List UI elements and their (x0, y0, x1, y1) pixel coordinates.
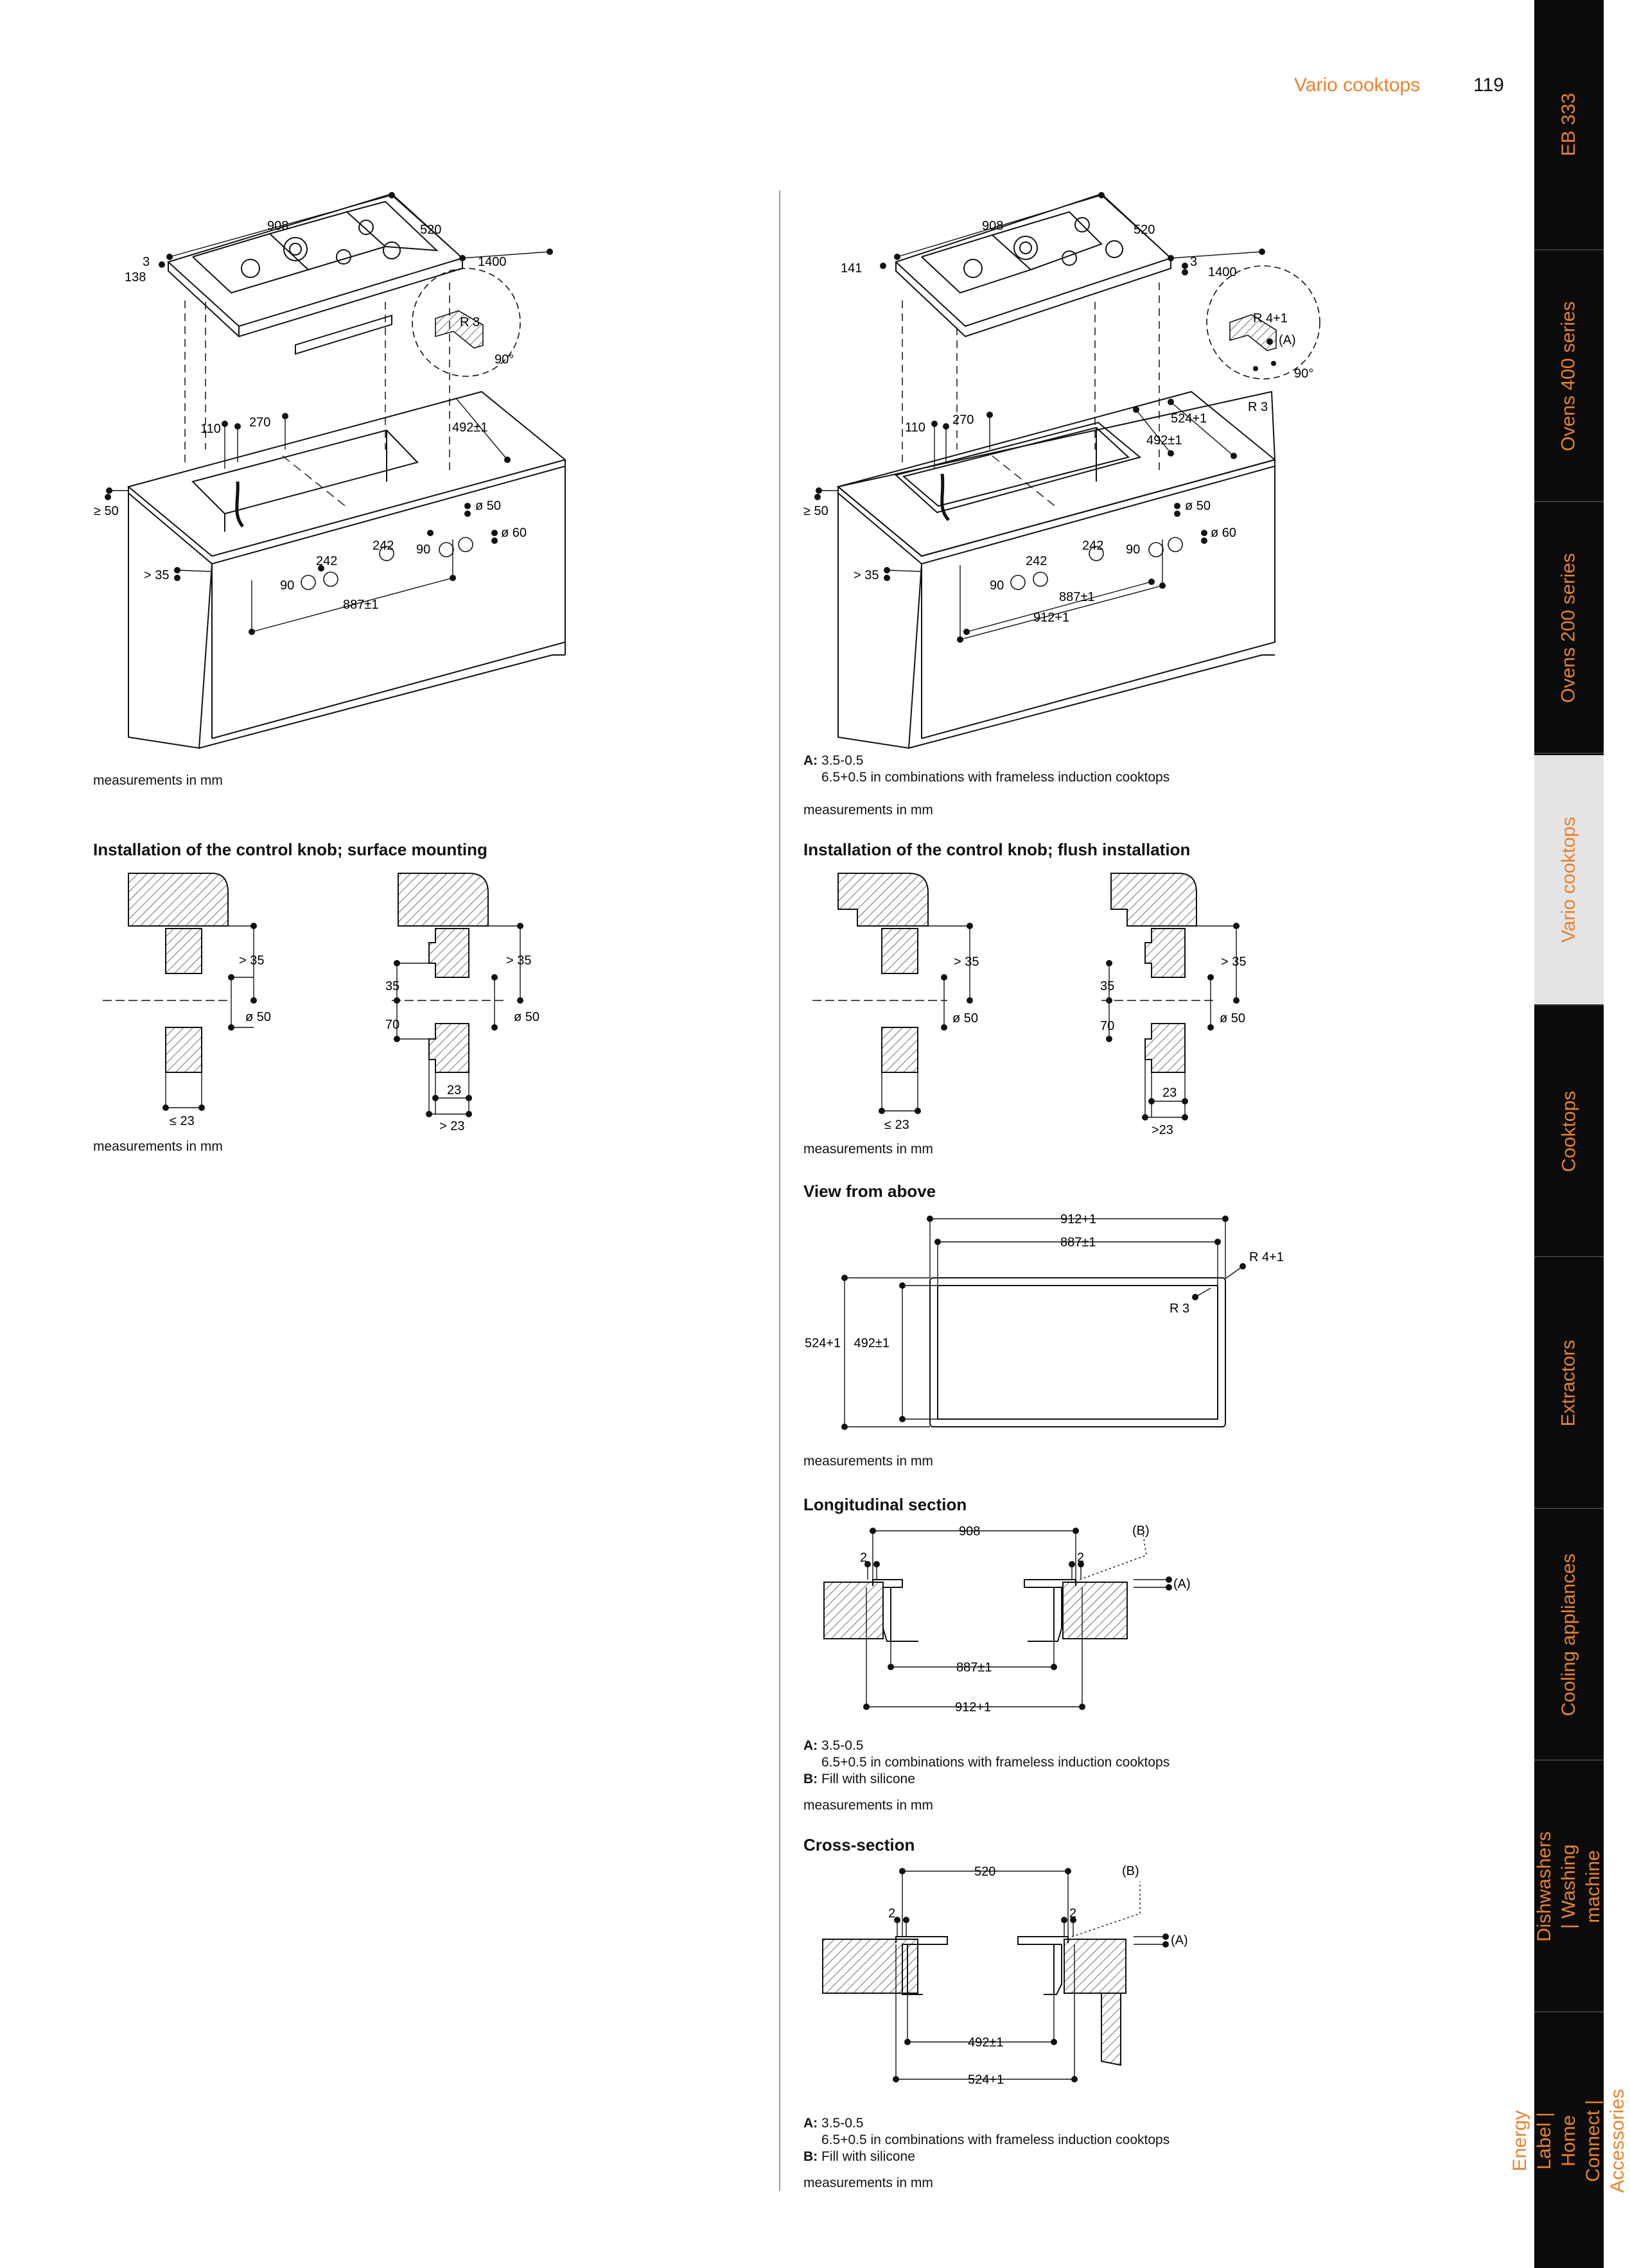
dim-908: 908 (982, 219, 1004, 233)
tab-label: Dishwashers | Washing machine (1534, 1831, 1604, 1942)
dim-o50: ø 50 (475, 499, 502, 513)
tab-label: EB 333 (1557, 92, 1579, 157)
legend-text: 3.5-0.5 (821, 753, 864, 768)
tab-label: Energy Label | Home Connect | Accessories (1509, 2089, 1628, 2193)
long-mark-a: (A) (1173, 1577, 1191, 1591)
cross-dim-2a: 2 (888, 1906, 896, 1921)
dim-524: 524+1 (1171, 412, 1207, 426)
dim-912: 912+1 (1033, 611, 1070, 625)
view-dim-912: 912+1 (1060, 1212, 1097, 1226)
tab-label: Ovens 400 series (1558, 301, 1580, 451)
column-divider (779, 191, 780, 2191)
left-cooktop-isometric-drawing (90, 180, 578, 758)
right-cooktop-isometric-drawing (800, 180, 1352, 758)
knob-dim-23: 23 (1162, 1086, 1177, 1100)
dim-angle-90: 90° (1294, 367, 1314, 381)
legend-key: B: (803, 2149, 818, 2164)
legend-key: A: (803, 2116, 818, 2131)
right-knob-title: Installation of the control knob; flush installation (803, 840, 1191, 859)
tab-ovens-200[interactable] (1534, 503, 1604, 754)
dim-ge50: ≥ 50 (803, 504, 828, 518)
tab-label: Cooling appliances (1558, 1553, 1580, 1716)
left-main-note: measurements in mm (93, 773, 223, 788)
dim-520: 520 (420, 223, 442, 237)
dim-887: 887±1 (343, 598, 379, 612)
dim-90a: 90 (280, 579, 295, 593)
dim-gt35: > 35 (144, 568, 170, 582)
dim-o60: ø 60 (1211, 526, 1237, 540)
dim-138: 138 (125, 270, 146, 284)
right-knob-note: measurements in mm (803, 1142, 933, 1156)
tab-dishwashers[interactable] (1534, 1762, 1604, 2012)
cross-dim-524: 524+1 (968, 2073, 1004, 2087)
legend-key: A: (803, 1738, 818, 1753)
dim-r3: R 3 (460, 315, 480, 329)
cross-dim-492: 492±1 (968, 2036, 1004, 2050)
dim-110: 110 (200, 422, 221, 436)
tab-label: Extractors (1558, 1339, 1579, 1427)
knob-dim-gt23: > 23 (439, 1119, 465, 1133)
cabinet-top (128, 392, 565, 556)
dim-887: 887±1 (1059, 590, 1095, 604)
cross-dim-2b: 2 (1069, 1906, 1077, 1921)
dim-242b: 242 (372, 539, 394, 553)
dim-90a: 90 (990, 579, 1004, 593)
page-number: 119 (1473, 74, 1504, 96)
tab-eb333[interactable] (1534, 0, 1604, 250)
longitudinal-note: measurements in mm (803, 1798, 933, 1813)
tab-label: Vario cooktops (1558, 816, 1579, 943)
dim-3: 3 (1190, 255, 1198, 269)
view-dim-492: 492±1 (854, 1336, 889, 1350)
dim-242b: 242 (1082, 539, 1104, 553)
dim-110: 110 (905, 421, 925, 435)
legend-text: 6.5+0.5 in combinations with frameless induction cooktops (821, 1755, 1170, 1770)
dim-o50: ø 50 (1185, 499, 1211, 513)
knob-dim-gt35: > 35 (239, 954, 265, 968)
dim-1400: 1400 (1208, 265, 1237, 279)
knob-dim-gt23: >23 (1152, 1123, 1173, 1137)
view-dim-524: 524+1 (805, 1336, 841, 1350)
longitudinal-drawing (800, 1515, 1288, 1721)
dim-270: 270 (249, 415, 271, 430)
tab-extractors[interactable] (1534, 1259, 1604, 1509)
knob-dim-gt35-b: > 35 (1221, 955, 1247, 969)
tab-energy-label[interactable] (1509, 2014, 1628, 2268)
knob-dim-o50-b: ø 50 (514, 1010, 540, 1024)
legend-key: A: (803, 753, 818, 768)
dim-3: 3 (143, 255, 150, 269)
tab-ovens-400[interactable] (1534, 252, 1604, 502)
right-main-legend (803, 753, 1170, 786)
knob-dim-35: 35 (1100, 979, 1115, 993)
cooktop-top (168, 194, 462, 326)
knob-dim-o50-b: ø 50 (1220, 1011, 1246, 1025)
long-dim-2b: 2 (1077, 1551, 1085, 1565)
dim-242a: 242 (1026, 554, 1047, 568)
dim-90b: 90 (416, 543, 431, 557)
view-dim-887: 887±1 (1060, 1235, 1096, 1250)
long-dim-887: 887±1 (956, 1661, 992, 1675)
view-above-title: View from above (803, 1182, 936, 1201)
cross-section-note: measurements in mm (803, 2176, 933, 2190)
cross-section-drawing (800, 1856, 1288, 2087)
dim-ge50: ≥ 50 (94, 504, 119, 518)
dim-242a: 242 (316, 554, 338, 568)
knob-dim-gt35-b: > 35 (506, 954, 532, 968)
dim-gt35: > 35 (854, 568, 879, 582)
dim-141: 141 (841, 261, 863, 275)
view-dim-r4: R 4+1 (1249, 1250, 1284, 1264)
long-dim-908: 908 (959, 1524, 981, 1539)
legend-key: B: (803, 1772, 818, 1786)
legend-text: Fill with silicone (821, 1772, 915, 1786)
knob-dim-o50: ø 50 (952, 1011, 979, 1025)
dim-908: 908 (267, 219, 289, 233)
left-knob-note: measurements in mm (93, 1139, 223, 1154)
chapter-sidebar (1509, 0, 1628, 2268)
view-dim-r3: R 3 (1170, 1302, 1190, 1316)
tab-label: Cooktops (1558, 1090, 1579, 1173)
tab-vario-cooktops[interactable] (1534, 755, 1604, 1006)
dim-r3: R 3 (1248, 400, 1268, 414)
right-main-note: measurements in mm (803, 803, 933, 817)
dim-angle-90: 90° (495, 353, 514, 367)
knob-dim-35: 35 (385, 979, 400, 993)
tab-cooling[interactable] (1534, 1510, 1604, 1761)
knob-dim-le23: ≤ 23 (170, 1114, 195, 1128)
legend-text: 6.5+0.5 in combinations with frameless induction cooktops (821, 770, 1170, 785)
tab-cooktops[interactable] (1534, 1007, 1604, 1257)
cross-section-title: Cross-section (803, 1835, 915, 1854)
dim-r4: R 4+1 (1253, 311, 1288, 326)
knob-dim-70: 70 (385, 1018, 400, 1032)
cross-mark-b: (B) (1122, 1864, 1139, 1878)
dim-520: 520 (1134, 223, 1155, 237)
long-dim-2a: 2 (860, 1551, 868, 1565)
knob-dim-70: 70 (1100, 1019, 1115, 1033)
dim-270: 270 (952, 413, 974, 427)
long-dim-912: 912+1 (955, 1700, 992, 1714)
knob-dim-le23: ≤ 23 (884, 1118, 909, 1132)
knob-dim-23: 23 (447, 1083, 462, 1097)
view-above-drawing (800, 1207, 1313, 1438)
cross-section-legend (803, 2115, 1170, 2165)
cross-dim-520: 520 (974, 1865, 996, 1879)
dim-1400: 1400 (478, 255, 507, 269)
legend-text: 3.5-0.5 (821, 2116, 864, 2131)
left-knob-title: Installation of the control knob; surface mounting (93, 840, 487, 859)
right-knob-drawing (800, 867, 1275, 1137)
knob-dim-o50: ø 50 (245, 1010, 272, 1024)
page-section-title: Vario cooktops (1294, 74, 1421, 96)
long-mark-b: (B) (1132, 1524, 1150, 1538)
tab-label: Ovens 200 series (1558, 553, 1580, 703)
dim-90b: 90 (1126, 543, 1141, 557)
dim-492: 492±1 (452, 421, 488, 435)
left-knob-drawing (90, 867, 565, 1137)
dim-a-mark: (A) (1279, 333, 1296, 347)
view-above-note: measurements in mm (803, 1454, 933, 1469)
longitudinal-title: Longitudinal section (803, 1495, 967, 1514)
dim-o60: ø 60 (501, 526, 527, 540)
legend-text: 3.5-0.5 (821, 1738, 864, 1753)
longitudinal-legend (803, 1738, 1170, 1788)
knob-dim-gt35: > 35 (954, 955, 979, 969)
cross-mark-a: (A) (1171, 1933, 1188, 1948)
legend-text: Fill with silicone (821, 2149, 915, 2164)
dim-492: 492±1 (1146, 433, 1182, 448)
legend-text: 6.5+0.5 in combinations with frameless induction cooktops (821, 2133, 1170, 2147)
